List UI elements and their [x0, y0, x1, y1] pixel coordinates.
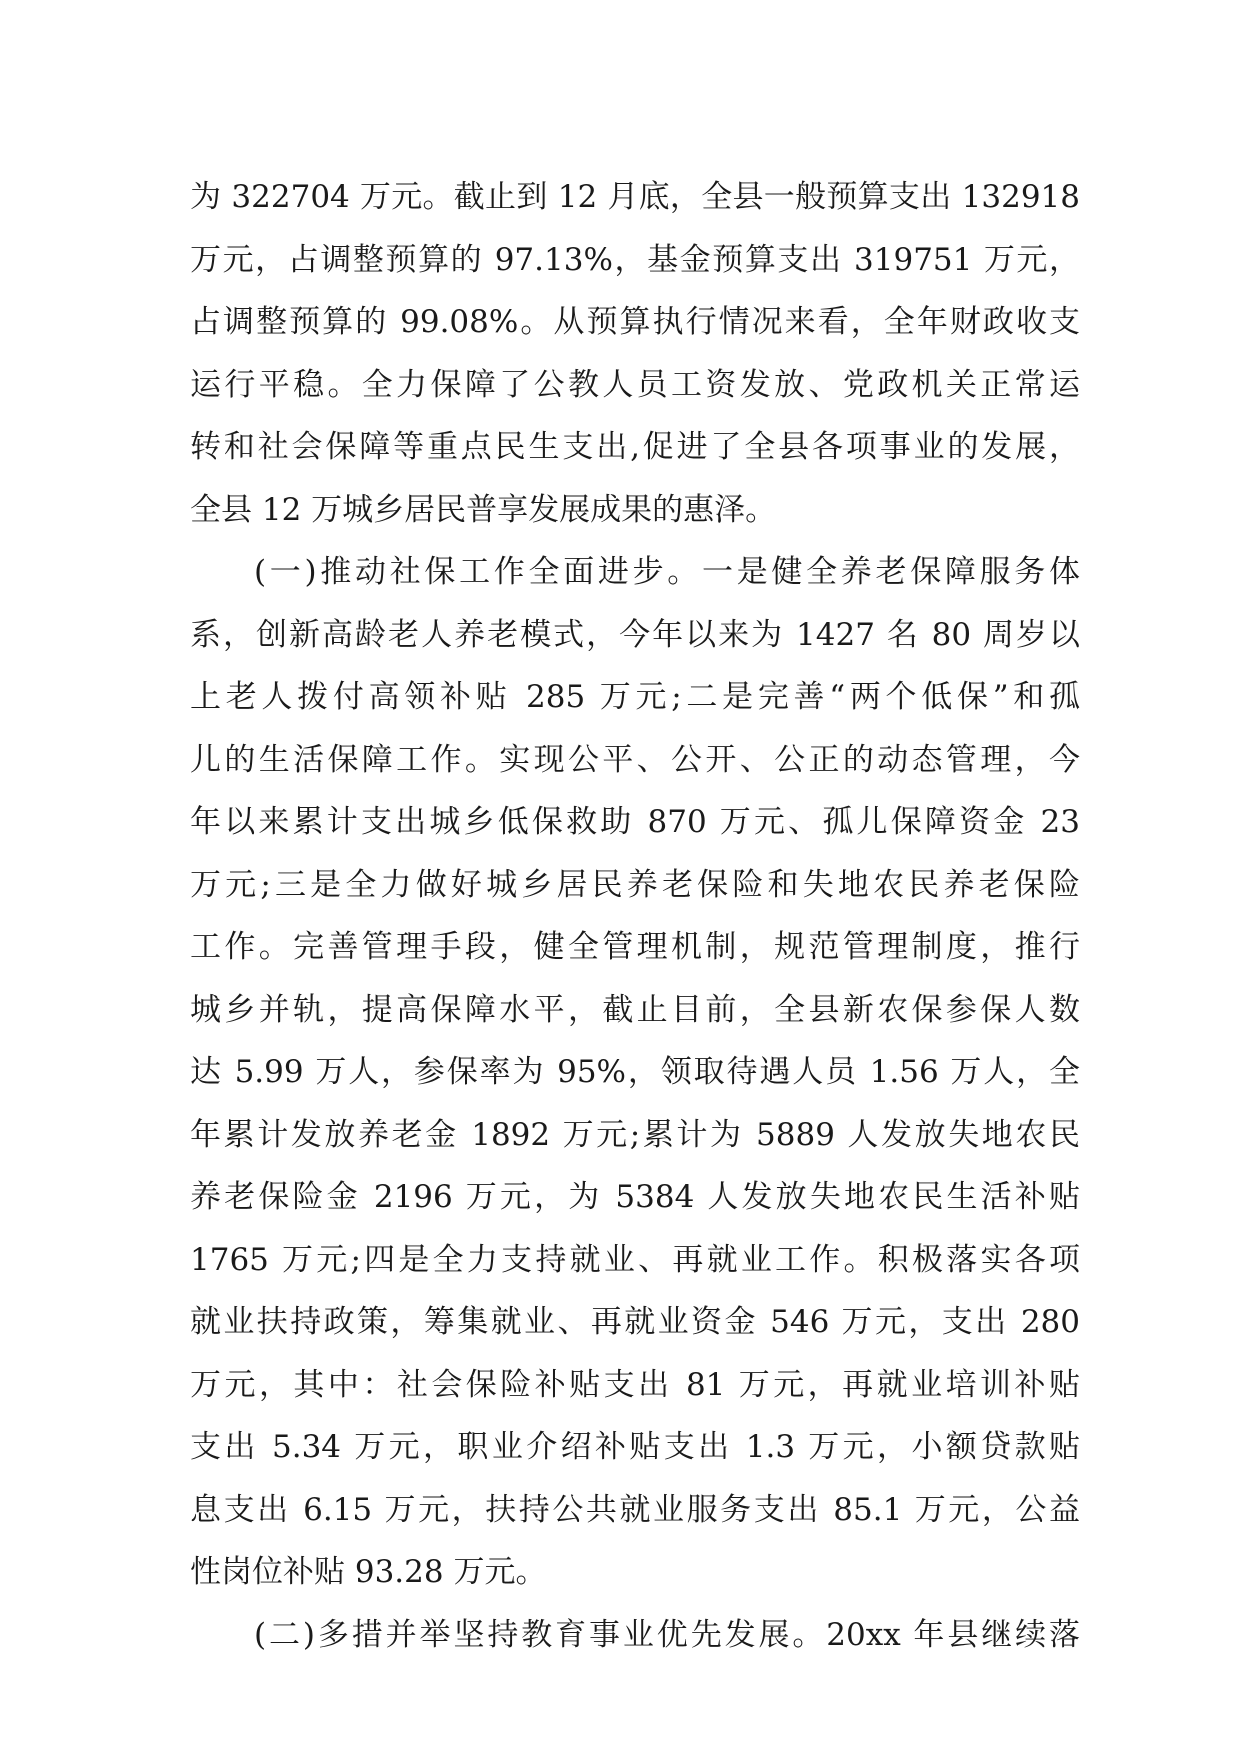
- text-line: 达 5.99 万人，参保率为 95%，领取待遇人员 1.56 万人，全: [190, 1054, 1080, 1090]
- paragraph-heading-1: (一)推动社保工作全面进步。一是健全养老保障服务体: [254, 554, 1080, 590]
- text-line: 上老人拨付高领补贴 285 万元;二是完善“两个低保”和孤: [190, 679, 1080, 715]
- text-line: 万元，其中：社会保险补贴支出 81 万元，再就业培训补贴: [190, 1366, 1080, 1403]
- text-line: 养老保险金 2196 万元，为 5384 人发放失地农民生活补贴: [190, 1179, 1080, 1215]
- text-line: 为 322704 万元。截止到 12 月底，全县一般预算支出 132918: [190, 179, 1080, 215]
- text-line: 儿的生活保障工作。实现公平、公开、公正的动态管理，今: [190, 741, 1080, 778]
- text-line: 城乡并轨，提高保障水平，截止目前，全县新农保参保人数: [190, 991, 1080, 1028]
- text-line: 年以来累计支出城乡低保救助 870 万元、孤儿保障资金 23: [190, 804, 1080, 840]
- text-line: 全县 12 万城乡居民普享发展成果的惠泽。: [190, 491, 777, 528]
- text-line: 就业扶持政策，筹集就业、再就业资金 546 万元，支出 280: [190, 1304, 1080, 1340]
- text-line: 转和社会保障等重点民生支出,促进了全县各项事业的发展，: [190, 429, 1080, 465]
- paragraph-heading-2: (二)多措并举坚持教育事业优先发展。20xx 年县继续落: [254, 1616, 1080, 1653]
- text-line: 支出 5.34 万元，职业介绍补贴支出 1.3 万元，小额贷款贴: [190, 1429, 1080, 1465]
- text-line: 1765 万元;四是全力支持就业、再就业工作。积极落实各项: [190, 1241, 1080, 1278]
- text-line: 万元;三是全力做好城乡居民养老保险和失地农民养老保险: [190, 866, 1080, 903]
- body-text: [190, 166, 1080, 1666]
- text-line: 万元，占调整预算的 97.13%，基金预算支出 319751 万元，: [190, 241, 1080, 278]
- text-line: 运行平稳。全力保障了公教人员工资发放、党政机关正常运: [190, 366, 1080, 403]
- text-line: 年累计发放养老金 1892 万元;累计为 5889 人发放失地农民: [190, 1116, 1080, 1153]
- text-line: 占调整预算的 99.08%。从预算执行情况来看，全年财政收支: [190, 304, 1080, 340]
- text-line: 性岗位补贴 93.28 万元。: [190, 1554, 547, 1590]
- text-line: 息支出 6.15 万元，扶持公共就业服务支出 85.1 万元，公益: [190, 1491, 1080, 1528]
- text-line: 工作。完善管理手段，健全管理机制，规范管理制度，推行: [190, 929, 1080, 965]
- text-line: 系，创新高龄老人养老模式，今年以来为 1427 名 80 周岁以: [190, 616, 1080, 653]
